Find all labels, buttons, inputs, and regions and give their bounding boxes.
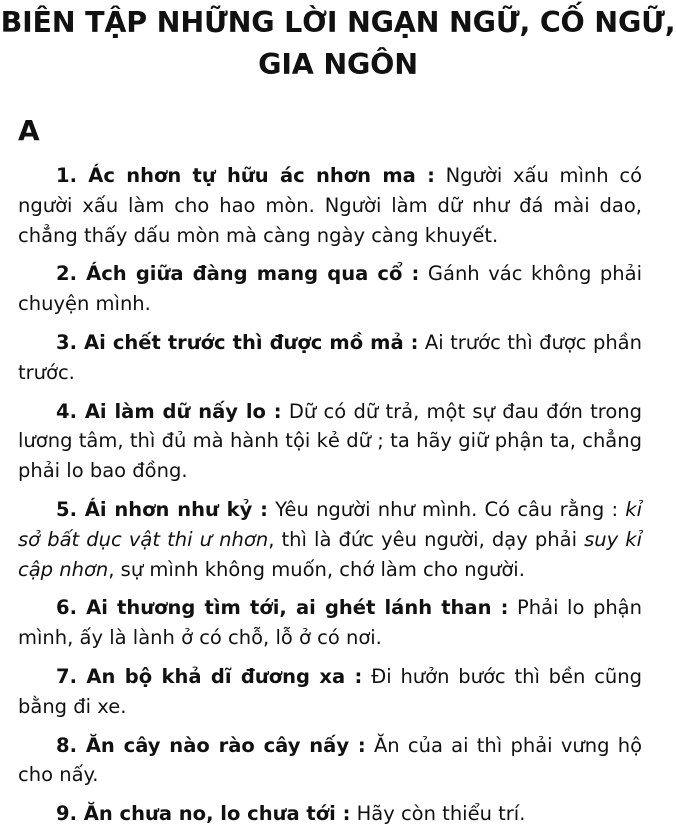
entry-7 — [18, 662, 642, 722]
entry-definition: Hãy còn thiểu trí. — [356, 802, 526, 826]
entry-term: 1. Ác nhơn tự hữu ác nhơn ma : — [56, 164, 435, 187]
entry-term: 4. Ai làm dữ nấy lo : — [56, 399, 282, 423]
entry-term: 6. Ai thương tìm tới, ai ghét lánh than : — [56, 596, 509, 620]
entry-term: 9. Ăn chưa no, lo chưa tới : — [56, 802, 351, 826]
entry-1 — [18, 161, 642, 250]
entry-8 — [18, 731, 642, 791]
entry-definition: Đi hưởn bước thì bền cũng bằng đi xe. — [18, 664, 643, 718]
entry-definition: Phải lo phận mình, ấy là lành ở có chỗ, lỗ ở có nơi. — [18, 596, 642, 650]
entry-definition: Dữ có dữ trả, một sự đau đớn trong lương tâm, thì đủ mà hành tội kẻ dữ ; ta hãy giữ phận ta, chẳng phải lo bao đồng. — [18, 399, 642, 483]
entry-definition: Yêu người như mình. Có câu rằng : — [275, 497, 626, 521]
entry-2 — [18, 259, 642, 319]
entry-quote-italic: suy kỉ cập nhơn — [18, 527, 643, 581]
entry-definition: Người xấu mình có người xấu làm cho hao mòn. Người làm dữ như đá mài dao, chẳng thấy dấu mòn mà càng ngày càng khuyết. — [18, 164, 642, 247]
entry-term: 7. An bộ khả dĩ đương xa : — [56, 664, 363, 688]
entry-3 — [18, 328, 642, 388]
entry-definition: Ăn của ai thì phải vưng hộ cho nấy. — [18, 733, 642, 787]
entry-5 — [18, 495, 642, 584]
section-letter: A — [18, 114, 40, 147]
entry-quote-italic: kỉ sở bất dục vật thi ư nhơn — [18, 497, 642, 551]
entry-definition-cont: , sự mình không muốn, chớ làm cho người. — [108, 557, 525, 581]
entry-definition-cont: , thì là đức yêu người, dạy phải — [268, 527, 585, 551]
entry-9 — [18, 799, 642, 829]
entry-term: 5. Ái nhơn như kỷ : — [56, 497, 268, 521]
entry-term: 8. Ăn cây nào rào cây nấy : — [56, 733, 366, 757]
entry-6 — [18, 593, 642, 653]
entry-definition: Ai trước thì được phần trước. — [18, 330, 642, 384]
entry-4 — [18, 397, 642, 486]
entry-term: 2. Ách giữa đàng mang qua cổ : — [56, 262, 420, 286]
entry-term: 3. Ai chết trước thì được mồ mả : — [56, 330, 419, 354]
entry-definition: Gánh vác không phải chuyện mình. — [18, 262, 642, 316]
page-title: BIÊN TẬP NHỮNG LỜI NGẠN NGỮ, CỐ NGỮ, GIA NGÔN — [0, 6, 676, 81]
entry-list — [18, 161, 642, 838]
